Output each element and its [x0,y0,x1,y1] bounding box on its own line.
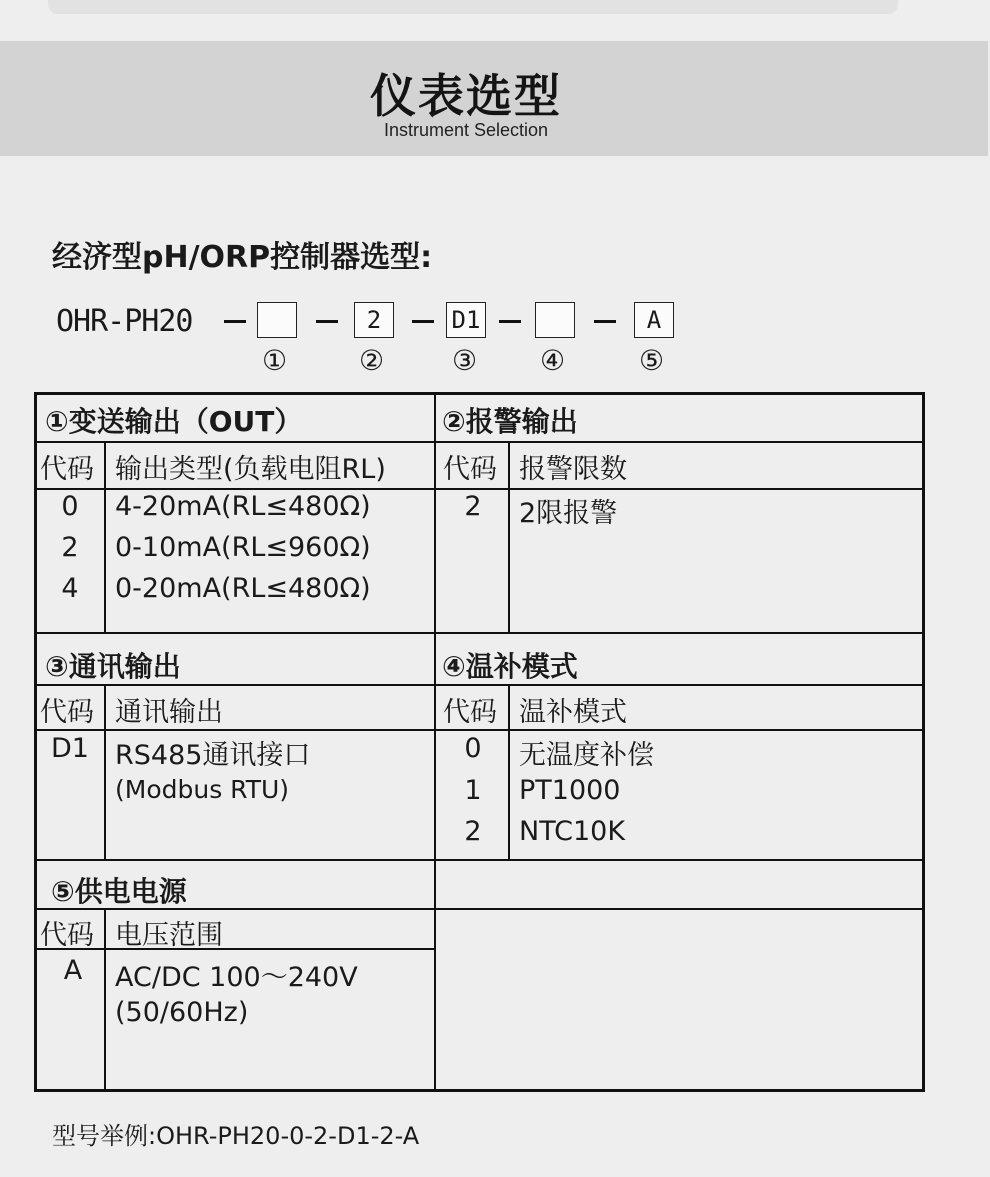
out-desc: 0-10mA(RL≤960Ω) [115,532,371,563]
power-desc: AC/DC 100〜240V [115,962,358,993]
dash [224,320,246,323]
divider [104,684,106,859]
slot-2-number: ② [359,344,385,377]
alarm-desc: 2限报警 [519,498,618,529]
section-comm-title: ③通讯输出 [45,650,181,683]
section-power-title: ⑤供电电源 [51,875,187,908]
out-desc: 0-20mA(RL≤480Ω) [115,573,371,604]
col-code-header: 代码 [443,697,497,728]
selection-table [34,392,925,1092]
col-code-header: 代码 [40,454,94,485]
slot-4 [535,302,575,338]
divider [508,441,510,632]
temp-code: 2 [464,816,482,847]
model-prefix: OHR-PH20 [56,304,193,339]
temp-code: 1 [464,775,482,806]
slot-5: A [634,302,674,338]
model-example: 型号举例:OHR-PH20-0-2-D1-2-A [52,1122,420,1150]
dash [499,320,521,323]
slot-2: 2 [354,302,394,338]
section-temp-title: ④温补模式 [442,650,578,683]
col-desc-header: 通讯输出 [115,697,223,728]
page-title: 仪表选型 [370,69,562,123]
divider [37,859,922,861]
temp-desc: NTC10K [519,816,626,847]
divider [37,441,922,443]
page-subtitle: Instrument Selection [383,120,549,140]
col-code-header: 代码 [40,697,94,728]
divider [37,488,922,490]
slot-1-number: ① [262,344,288,377]
power-desc-line2: (50/60Hz) [115,997,249,1028]
col-desc-header: 输出类型(负载电阻RL) [115,454,386,485]
slot-1 [257,302,297,338]
out-code: 0 [61,491,79,522]
model-code-line [56,300,756,390]
selection-heading: 经济型pH/ORP控制器选型: [52,240,433,275]
divider [37,632,922,634]
comm-desc: RS485通讯接口 [115,740,311,771]
out-code: 2 [61,532,79,563]
section-out-title: ①变送输出（OUT） [45,405,303,438]
col-desc-header: 报警限数 [519,454,627,485]
temp-code: 0 [464,733,482,764]
alarm-code: 2 [464,491,482,522]
divider [508,684,510,859]
slot-4-number: ④ [540,344,566,377]
temp-desc: PT1000 [519,775,621,806]
dash [594,320,616,323]
col-desc-header: 温补模式 [519,697,627,728]
col-desc-header: 电压范围 [115,920,223,951]
slot-3-number: ③ [452,344,478,377]
section-alarm-title: ②报警输出 [442,405,578,438]
out-desc: 4-20mA(RL≤480Ω) [115,491,371,522]
dash [412,320,434,323]
divider [104,441,106,632]
top-card [48,0,898,14]
power-code: A [63,955,83,986]
col-code-header: 代码 [443,454,497,485]
col-code-header: 代码 [40,920,94,951]
divider [104,908,106,1089]
comm-desc-line2: (Modbus RTU) [115,775,290,804]
divider [434,395,436,1089]
slot-3: D1 [446,302,486,338]
dash [316,320,338,323]
out-code: 4 [61,573,79,604]
slot-5-number: ⑤ [639,344,665,377]
temp-desc: 无温度补偿 [519,740,654,771]
comm-code: D1 [51,733,89,764]
divider [37,729,922,731]
divider [37,948,434,950]
